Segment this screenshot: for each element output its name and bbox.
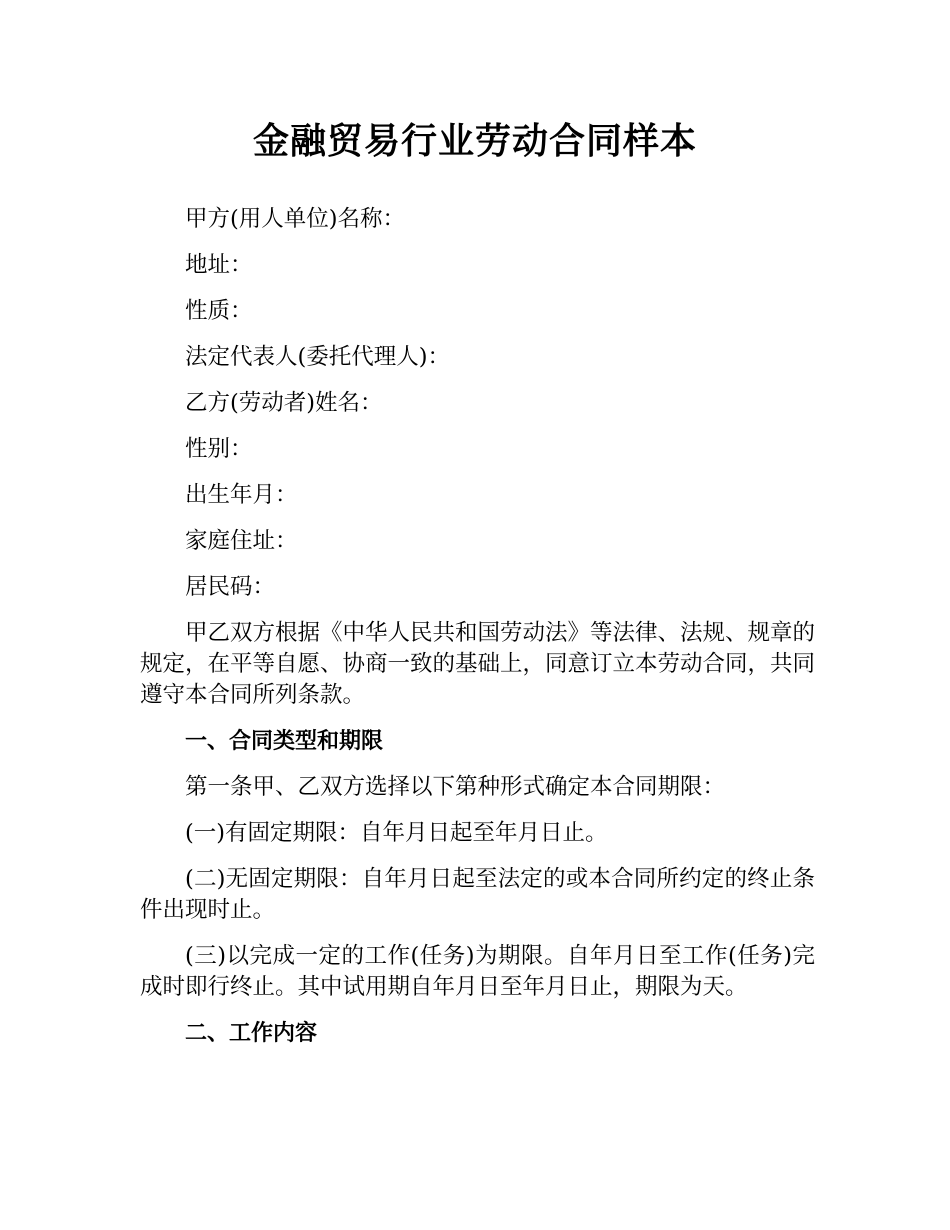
field-employee-name: 乙方(劳动者)姓名： <box>185 390 383 416</box>
field-nature: 性质： <box>185 298 253 324</box>
field-legal-representative: 法定代表人(委托代理人)： <box>185 344 451 370</box>
field-employer-name: 甲方(用人单位)名称： <box>185 206 406 232</box>
section-heading-job-content: 二、工作内容 <box>185 1021 318 1046</box>
option-open-term: (二)无固定期限：自年月日起至法定的或本合同所约定的终止条件出现时止。 <box>140 866 815 923</box>
document-body <box>140 204 815 1064</box>
document-title: 金融贸易行业劳动合同样本 <box>252 121 697 162</box>
article-1: 第一条甲、乙双方选择以下第种形式确定本合同期限： <box>185 774 726 800</box>
field-address: 地址： <box>185 252 253 278</box>
section-heading-contract-type: 一、合同类型和期限 <box>185 729 384 754</box>
option-fixed-term: (一)有固定期限：自年月日起至年月日止。 <box>185 820 608 846</box>
field-resident-code: 居民码： <box>185 574 276 600</box>
intro-paragraph: 甲乙双方根据《中华人民共和国劳动法》等法律、法规、规章的规定，在平等自愿、协商一致的基础上，同意订立本劳动合同，共同遵守本合同所列条款。 <box>140 620 816 708</box>
option-task-based: (三)以完成一定的工作(任务)为期限。自年月日至工作(任务)完成时即行终止。其中试用期自年月日至年月日止，期限为天。 <box>140 943 815 1000</box>
field-gender: 性别： <box>185 436 253 462</box>
field-birth-date: 出生年月： <box>185 482 298 508</box>
field-home-address: 家庭住址： <box>185 528 298 554</box>
